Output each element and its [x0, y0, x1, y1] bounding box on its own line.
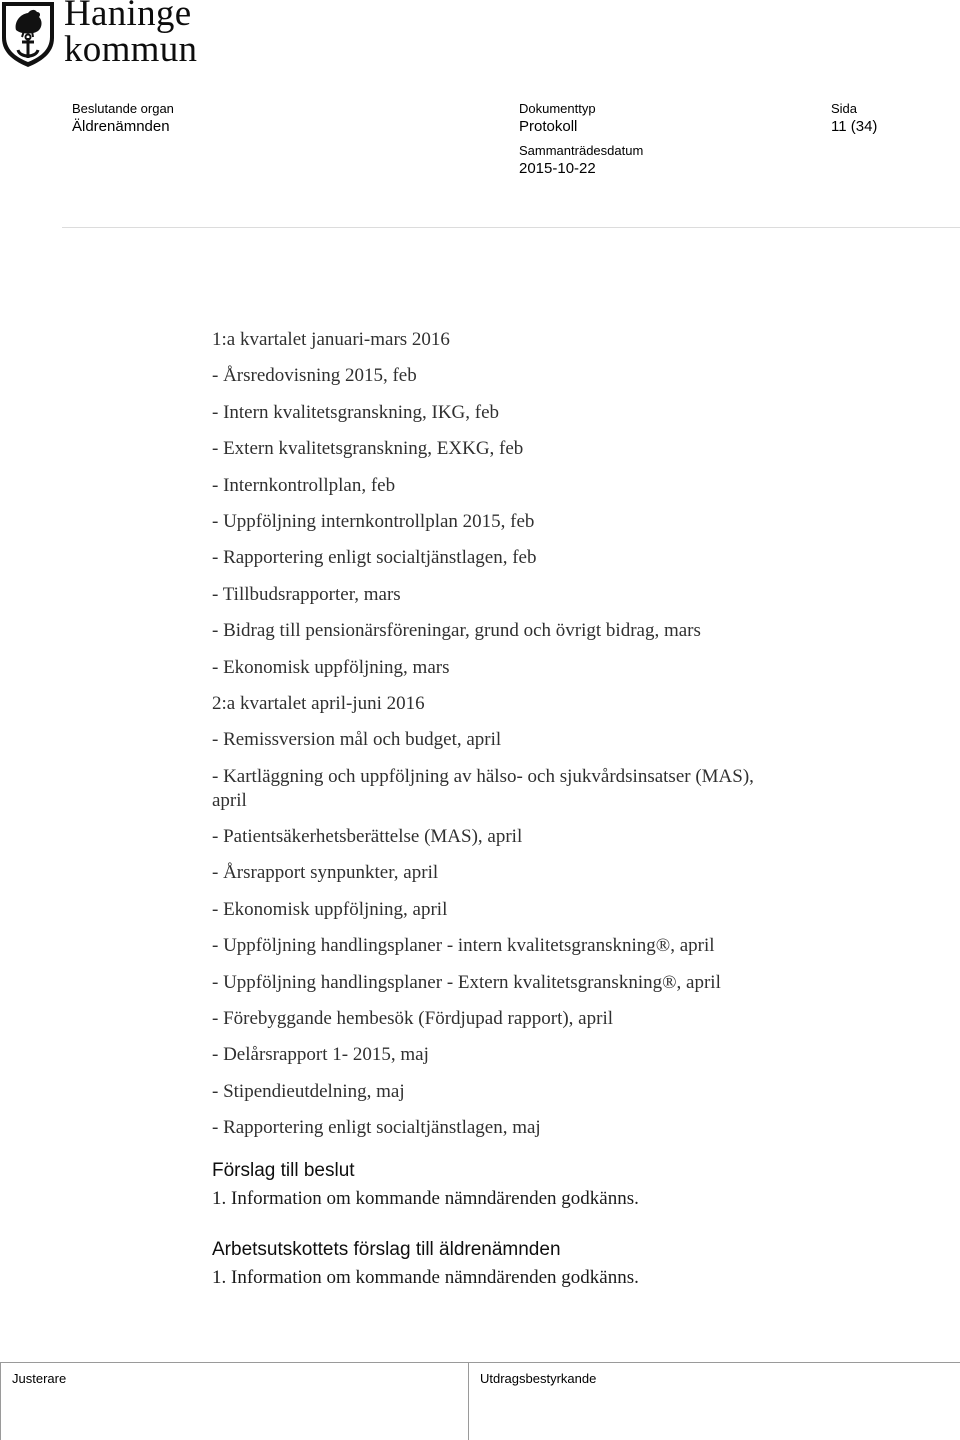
list-item: - Stipendieutdelning, maj — [212, 1080, 405, 1102]
list-item: - Extern kvalitetsgranskning, EXKG, feb — [212, 438, 524, 460]
list-item: 2:a kvartalet april-juni 2016 — [212, 692, 425, 714]
list-item: - Ekonomisk uppföljning, april — [212, 898, 448, 920]
haninge-logo — [0, 0, 230, 72]
justerare-label: Justerare — [12, 1371, 67, 1386]
doctype-label: Dokumenttyp — [519, 101, 596, 116]
list-item: - Rapportering enligt socialtjänstlagen, maj — [212, 1117, 541, 1139]
list-item: - Delårsrapport 1- 2015, maj — [212, 1044, 429, 1066]
agenda-list — [212, 328, 912, 1140]
list-item: - Kartläggning och uppföljning av hälso- och sjukvårdsinsatser (MAS), april — [212, 765, 754, 811]
section-heading: Arbetsutskottets förslag till äldrenämnden — [212, 1239, 561, 1261]
header-divider — [62, 227, 960, 228]
list-item: - Bidrag till pensionärsföreningar, grund och övrigt bidrag, mars — [212, 620, 701, 642]
organ-value: Äldrenämnden — [72, 118, 170, 135]
footer-divider — [0, 1362, 960, 1363]
list-item: - Patientsäkerhetsberättelse (MAS), april — [212, 826, 523, 848]
page-label: Sida — [831, 101, 858, 116]
list-item: - Ekonomisk uppföljning, mars — [212, 656, 450, 678]
footer-column-divider — [468, 1362, 469, 1440]
decision-text: 1. Information om kommande nämndärenden godkänns. — [212, 1267, 639, 1289]
logo-wordmark — [64, 0, 197, 68]
footer-left-border — [0, 1362, 1, 1440]
doctype-block — [519, 101, 643, 179]
doctype-value: Protokoll — [519, 118, 578, 135]
date-label: Sammanträdesdatum — [519, 143, 644, 158]
section-heading: Förslag till beslut — [212, 1160, 355, 1182]
list-item: - Intern kvalitetsgranskning, IKG, feb — [212, 401, 500, 423]
list-item: - Årsredovisning 2015, feb — [212, 365, 417, 387]
page-block — [831, 101, 877, 137]
list-item: - Rapportering enligt socialtjänstlagen, feb — [212, 547, 537, 569]
organ-label: Beslutande organ — [72, 101, 174, 116]
organ-block — [72, 101, 174, 137]
page-number: 11 (34) — [831, 118, 878, 135]
utdragsbestyrkande-label: Utdragsbestyrkande — [480, 1371, 597, 1386]
decision-text: 1. Information om kommande nämndärenden godkänns. — [212, 1188, 639, 1210]
agenda-content — [212, 328, 912, 1290]
list-item: - Årsrapport synpunkter, april — [212, 862, 439, 884]
list-item: - Remissversion mål och budget, april — [212, 729, 502, 751]
list-item: - Förebyggande hembesök (Fördjupad rapport), april — [212, 1008, 614, 1030]
coat-of-arms-icon — [0, 0, 56, 68]
logo-line-1: Haninge — [64, 0, 192, 34]
list-item: - Uppföljning handlingsplaner - intern kvalitetsgranskning®, april — [212, 935, 715, 957]
list-item: 1:a kvartalet januari-mars 2016 — [212, 329, 450, 350]
date-value: 2015-10-22 — [519, 160, 596, 177]
list-item: - Internkontrollplan, feb — [212, 474, 396, 496]
logo-line-2: kommun — [64, 29, 198, 70]
list-item: - Uppföljning internkontrollplan 2015, feb — [212, 510, 535, 532]
list-item: - Uppföljning handlingsplaner - Extern kvalitetsgranskning®, april — [212, 971, 721, 993]
list-item: - Tillbudsrapporter, mars — [212, 583, 401, 605]
